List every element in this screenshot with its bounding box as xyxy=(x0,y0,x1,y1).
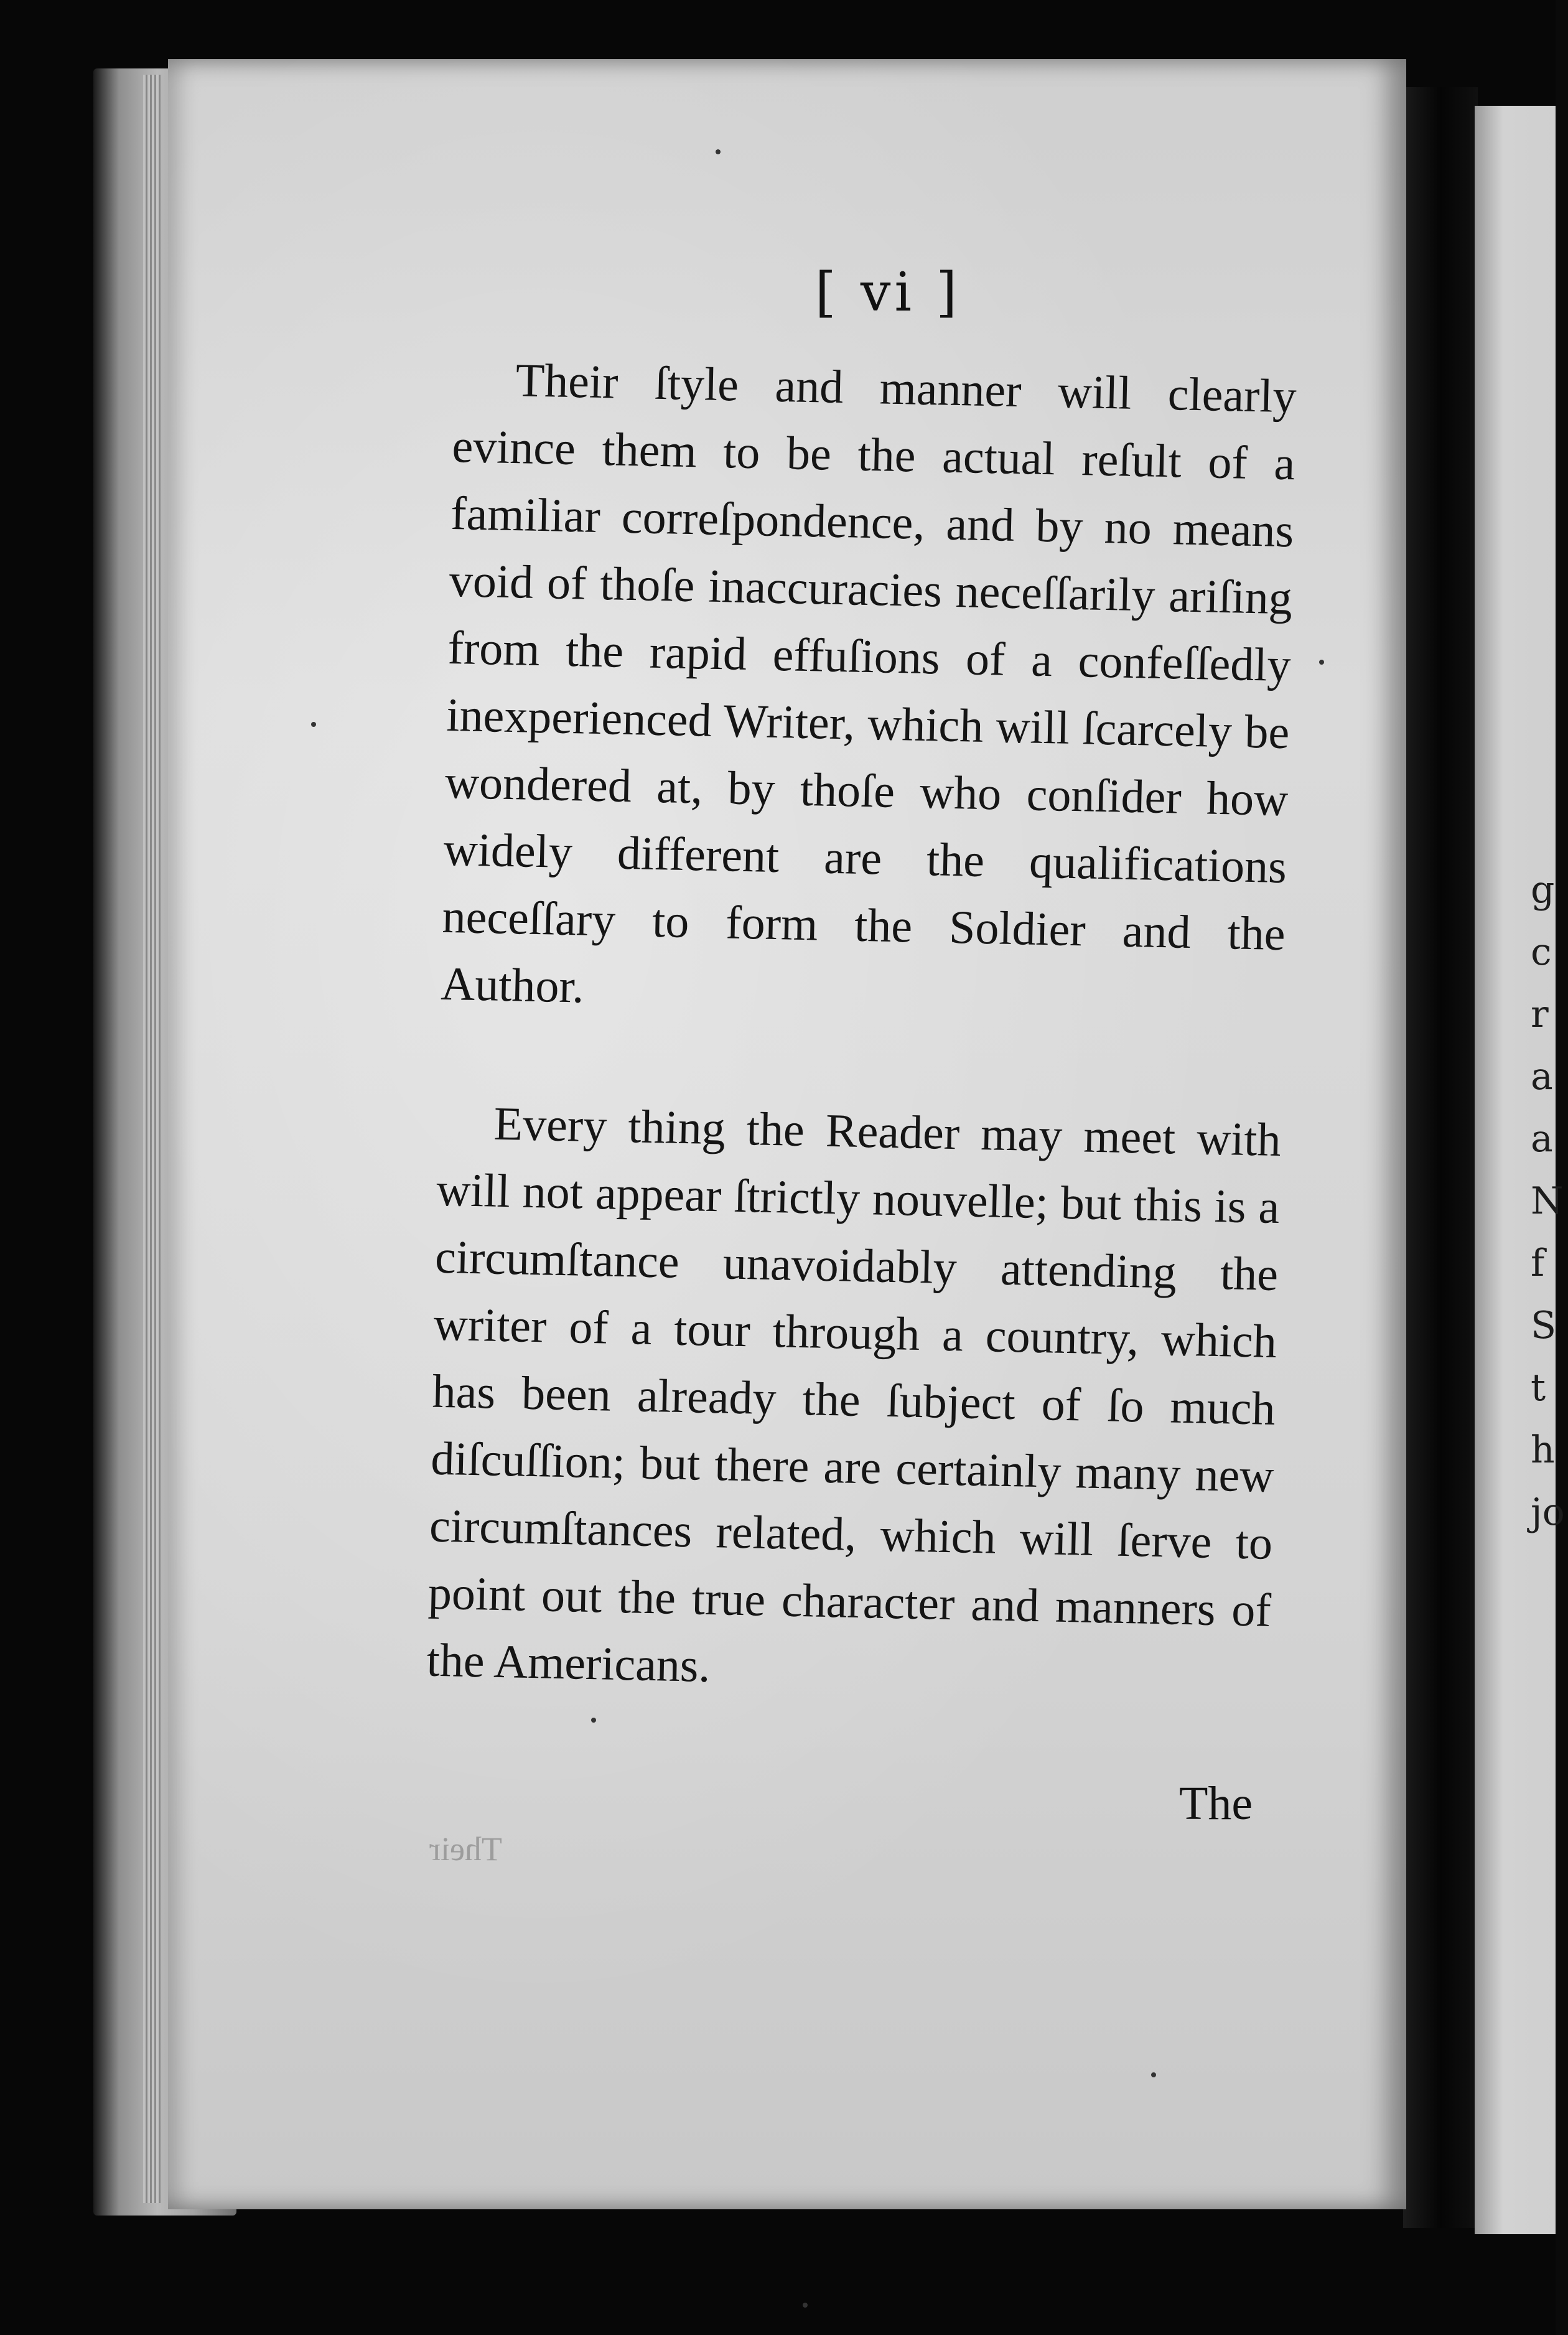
facing-letter: jo xyxy=(1531,1490,1565,1534)
page-number: [ vi ] xyxy=(815,261,961,324)
facing-letter: a xyxy=(1531,1055,1553,1098)
paragraph-2: Every thing the Reader may meet with will not appear ſtrictly nouvelle; but this is a circumſtance unavoidably attending the writer of a tour through a country, which has been already the ſubject of ſo much diſcuſſion; but there are certainly many new circumſtances related, which will ſerve to point out the true character and manners of the Americans. xyxy=(426,1097,1282,1693)
facing-page-letters xyxy=(1531,859,1568,1543)
speck xyxy=(311,722,316,727)
facing-letter: t xyxy=(1531,1366,1546,1410)
facing-letter: g xyxy=(1531,868,1555,912)
facing-letter: N xyxy=(1531,1179,1564,1223)
facing-letter: c xyxy=(1531,930,1552,974)
facing-letter: S xyxy=(1531,1304,1557,1347)
page-body xyxy=(426,345,1297,1711)
paragraph-1: Their ſtyle and manner will clearly evince them to be the actual reſult of a familiar correſpondence, and by no means void of thoſe inaccuracies neceſſarily ariſing from the rapid effuſions of a confeſſedly inexperienced Writer, which will ſcarcely be wondered at, by thoſe who conſider how widely different are the qualifications neceſſary to form the Soldier and the Author. xyxy=(440,354,1297,1013)
facing-letter: r xyxy=(1531,993,1549,1036)
page-stack-edge xyxy=(143,75,161,2203)
catchword: The xyxy=(1179,1777,1253,1830)
speck xyxy=(716,149,721,154)
speck xyxy=(1151,2072,1156,2077)
speck xyxy=(1319,660,1324,665)
facing-letter: h xyxy=(1531,1428,1555,1472)
speck xyxy=(591,1718,596,1723)
bleed-through-text: Their xyxy=(429,1830,502,1868)
speck xyxy=(803,2303,808,2308)
facing-letter: f xyxy=(1531,1242,1545,1285)
facing-letter: a xyxy=(1531,1117,1553,1161)
book-gutter xyxy=(1403,87,1478,2228)
